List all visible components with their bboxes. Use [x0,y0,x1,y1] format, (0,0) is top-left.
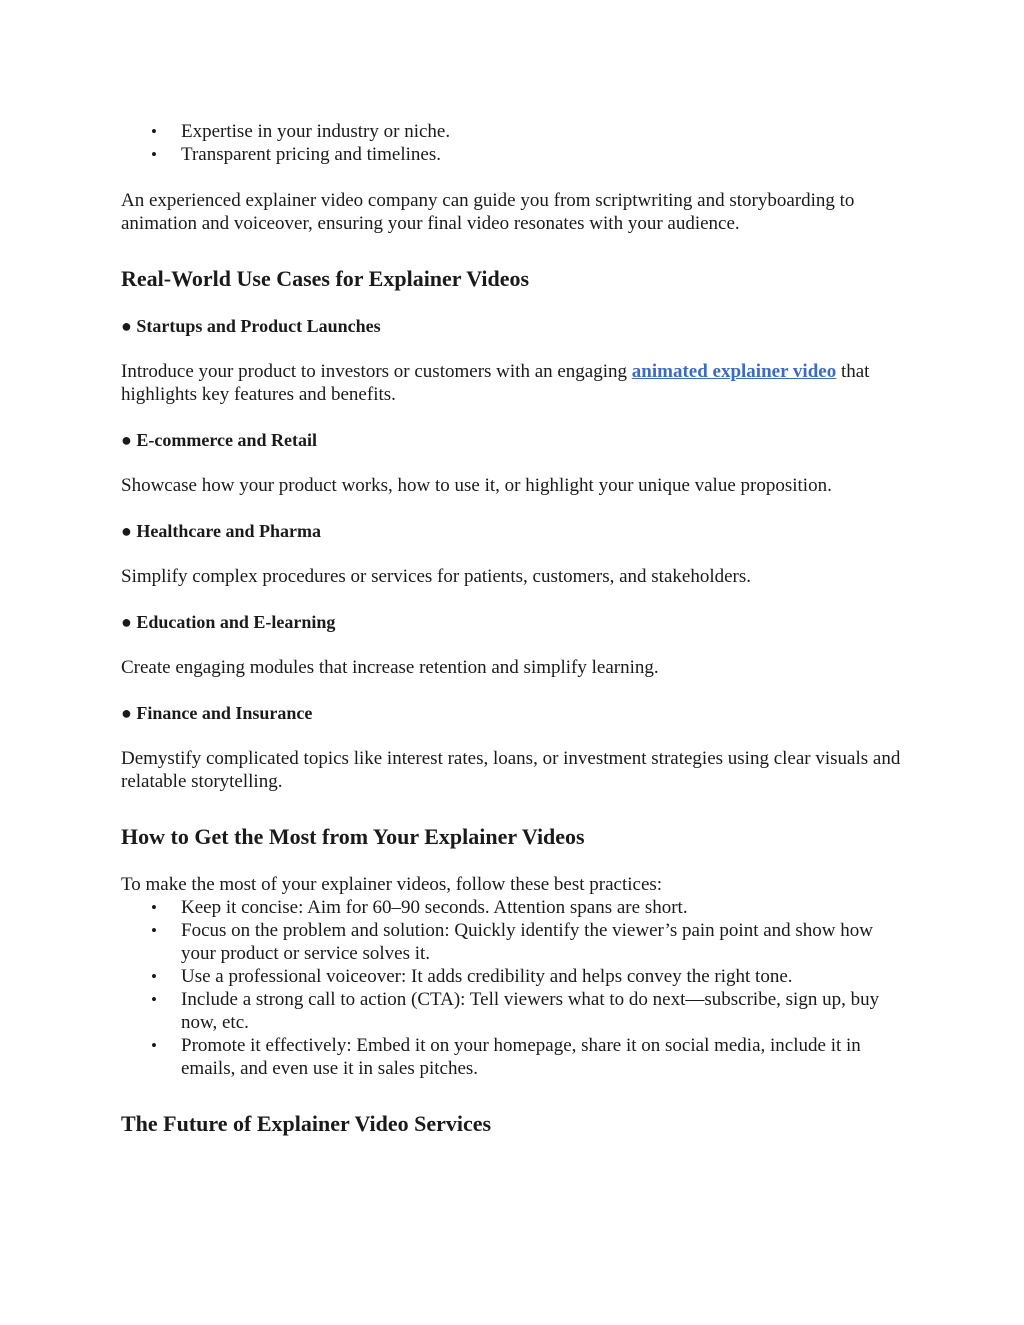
case-text-ecommerce: Showcase how your product works, how to use it, or highlight your unique value proposition. [121,475,832,496]
case-title-healthcare: ● Healthcare and Pharma [121,521,322,541]
case-text-startups-after: that highlights key features and benefits. [121,361,870,405]
best-practices-intro: To make the most of your explainer videos, follow these best practices: [121,874,663,895]
intro-paragraph: An experienced explainer video company can guide you from scriptwriting and storyboarding to animation and voiceover, ensuring your final video resonates with your audience. [121,190,855,234]
best-practices-list [121,896,911,1080]
list-item: • Expertise in your industry or niche. [121,120,911,143]
case-text-healthcare: Simplify complex procedures or services for patients, customers, and stakeholders. [121,566,751,587]
section-heading-use-cases: Real-World Use Cases for Explainer Videos [121,266,530,291]
list-item: • Keep it concise: Aim for 60–90 seconds. Attention spans are short. [121,896,911,919]
section-heading-best-practices: How to Get the Most from Your Explainer Videos [121,824,585,849]
list-item: • Promote it effectively: Embed it on your homepage, share it on social media, include it in emails, and even use it in sales pitches. [121,1034,911,1080]
list-item: • Focus on the problem and solution: Quickly identify the viewer’s pain point and show how your product or service solves it. [121,919,911,965]
case-text-startups-before: Introduce your product to investors or customers with an engaging [121,361,632,382]
case-title-education: ● Education and E-learning [121,612,336,632]
list-item: • Include a strong call to action (CTA): Tell viewers what to do next—subscribe, sign up, buy now, etc. [121,988,911,1034]
case-title-startups: ● Startups and Product Launches [121,316,381,336]
case-text-finance: Demystify complicated topics like interest rates, loans, or investment strategies using clear visuals and relatable storytelling. [121,748,901,792]
document-page [121,120,911,1137]
intro-bullet-list [121,120,911,166]
list-item: • Transparent pricing and timelines. [121,143,911,166]
list-item: • Use a professional voiceover: It adds credibility and helps convey the right tone. [121,965,911,988]
animated-explainer-video-link[interactable]: animated explainer video [631,361,837,382]
section-heading-future: The Future of Explainer Video Services [121,1111,492,1136]
case-title-ecommerce: ● E-commerce and Retail [121,430,317,450]
case-title-finance: ● Finance and Insurance [121,703,313,723]
case-text-startups [121,360,911,406]
case-text-education: Create engaging modules that increase retention and simplify learning. [121,657,659,678]
